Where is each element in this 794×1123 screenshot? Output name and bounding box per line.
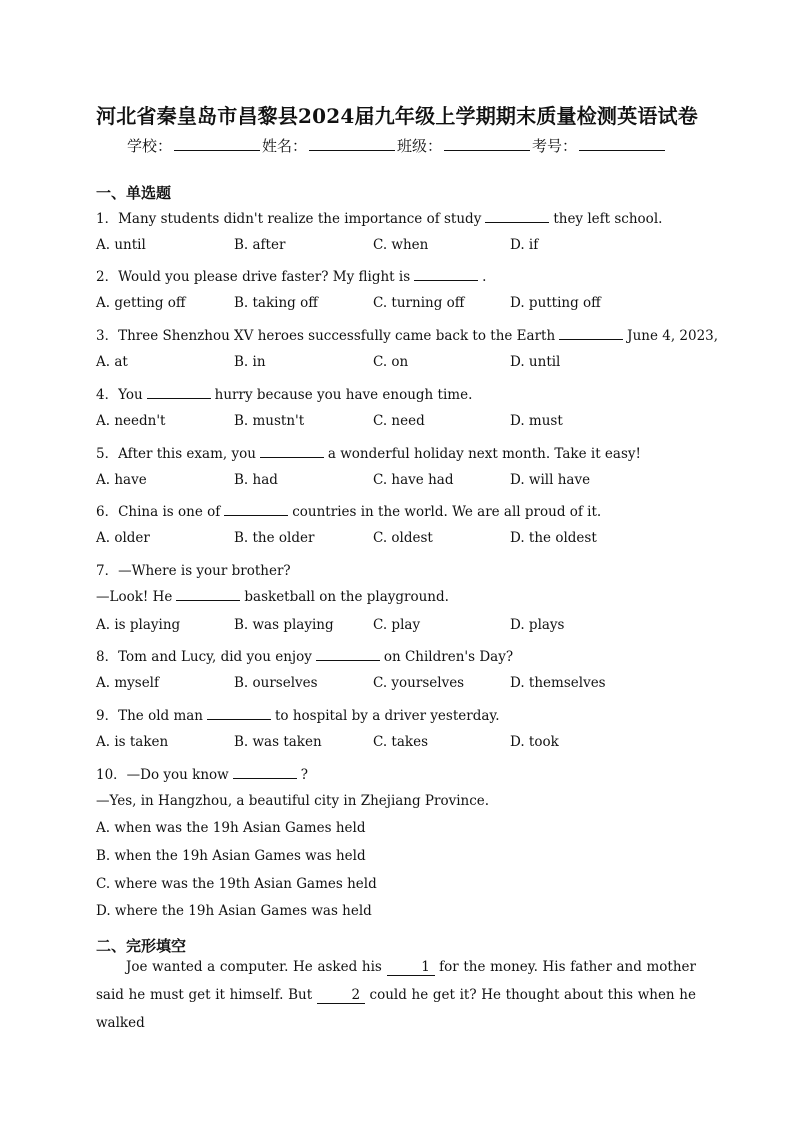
- option-d: D. must: [510, 413, 563, 429]
- class-blank: [444, 138, 530, 151]
- option-d: D. will have: [510, 472, 591, 488]
- name-label: 姓名：: [261, 137, 307, 155]
- option-c: C. on: [373, 354, 409, 370]
- option-c: C. turning off: [373, 295, 465, 311]
- option-c: C. need: [373, 413, 425, 429]
- options-1: [96, 237, 696, 257]
- option-c: C. takes: [373, 734, 429, 750]
- answer-blank: [233, 767, 297, 779]
- answer-blank: [316, 649, 380, 661]
- number-blank: [579, 138, 665, 151]
- options-9: [96, 734, 696, 754]
- options-2: [96, 295, 696, 315]
- question-7-reply: —Look! He basketball on the playground.: [96, 589, 449, 605]
- option-a: A. needn't: [96, 413, 166, 429]
- question-7: 7．—Where is your brother?: [96, 563, 291, 579]
- option-a: A. at: [96, 354, 128, 370]
- question-1: 1．Many students didn't realize the importance of study they left school.: [96, 211, 663, 227]
- question-10-reply: —Yes, in Hangzhou, a beautiful city in Zhejiang Province.: [96, 793, 490, 809]
- option-d: D. the oldest: [510, 530, 597, 546]
- option-d: D. putting off: [510, 295, 601, 311]
- section-heading-single-choice: 一、单选题: [96, 184, 172, 202]
- option-a: A. have: [96, 472, 147, 488]
- class-label: 班级：: [397, 137, 443, 155]
- option-d: D. took: [510, 734, 559, 750]
- option-c: C. where was the 19th Asian Games held: [96, 876, 377, 892]
- question-8: 8．Tom and Lucy, did you enjoy on Children's Day?: [96, 649, 514, 665]
- options-7: [96, 617, 696, 637]
- question-3: 3．Three Shenzhou XV heroes successfully came back to the Earth June 4, 2023,: [96, 328, 719, 344]
- question-2: 2．Would you please drive faster? My flight is .: [96, 269, 487, 285]
- option-b: B. was taken: [234, 734, 322, 750]
- option-a: A. is taken: [96, 734, 169, 750]
- option-d: D. if: [510, 237, 539, 253]
- answer-blank: [207, 708, 271, 720]
- option-b: B. ourselves: [234, 675, 318, 691]
- option-c: C. play: [373, 617, 421, 633]
- number-label: 考号：: [532, 137, 578, 155]
- option-d: D. themselves: [510, 675, 606, 691]
- option-b: B. had: [234, 472, 278, 488]
- option-a: A. myself: [96, 675, 159, 691]
- option-d: D. plays: [510, 617, 565, 633]
- option-a: A. older: [96, 530, 150, 546]
- option-b: B. in: [234, 354, 266, 370]
- exam-title: 河北省秦皇岛市昌黎县2024届九年级上学期期末质量检测英语试卷: [96, 104, 698, 128]
- school-label: 学校：: [126, 137, 172, 155]
- option-c: C. oldest: [373, 530, 433, 546]
- cloze-blank-1: 1: [387, 959, 435, 976]
- option-d: D. until: [510, 354, 561, 370]
- question-10: 10．—Do you know ?: [96, 767, 308, 783]
- option-b: B. after: [234, 237, 286, 253]
- option-c: C. yourselves: [373, 675, 465, 691]
- cloze-passage: Joe wanted a computer. He asked his 1 for the money. His father and mother said he must get it himself. But 2 could he get it? He thought about this when he walked: [96, 959, 696, 1031]
- option-c: C. have had: [373, 472, 454, 488]
- answer-blank: [260, 446, 324, 458]
- option-b: B. when the 19h Asian Games was held: [96, 848, 366, 864]
- answer-blank: [176, 589, 240, 601]
- answer-blank: [485, 211, 549, 223]
- options-5: [96, 472, 696, 492]
- answer-blank: [147, 387, 211, 399]
- option-b: B. was playing: [234, 617, 334, 633]
- option-b: B. mustn't: [234, 413, 305, 429]
- question-6: 6．China is one of countries in the world. We are all proud of it.: [96, 504, 602, 520]
- options-8: [96, 675, 696, 695]
- question-4: 4．You hurry because you have enough time.: [96, 387, 473, 403]
- section-heading-cloze: 二、完形填空: [96, 937, 187, 955]
- answer-blank: [224, 504, 288, 516]
- option-a: A. getting off: [96, 295, 186, 311]
- options-4: [96, 413, 696, 433]
- cloze-blank-2: 2: [317, 987, 365, 1004]
- option-a: A. when was the 19h Asian Games held: [96, 820, 366, 836]
- option-a: A. until: [96, 237, 146, 253]
- answer-blank: [559, 328, 623, 340]
- answer-blank: [414, 269, 478, 281]
- options-6: [96, 530, 696, 550]
- option-b: B. the older: [234, 530, 315, 546]
- school-blank: [174, 138, 260, 151]
- name-blank: [309, 138, 395, 151]
- options-3: [96, 354, 696, 374]
- option-a: A. is playing: [96, 617, 181, 633]
- option-c: C. when: [373, 237, 429, 253]
- student-info-line: [0, 135, 794, 156]
- question-9: 9．The old man to hospital by a driver yesterday.: [96, 708, 500, 724]
- option-d: D. where the 19h Asian Games was held: [96, 903, 372, 919]
- option-b: B. taking off: [234, 295, 318, 311]
- question-5: 5．After this exam, you a wonderful holiday next month. Take it easy!: [96, 446, 641, 462]
